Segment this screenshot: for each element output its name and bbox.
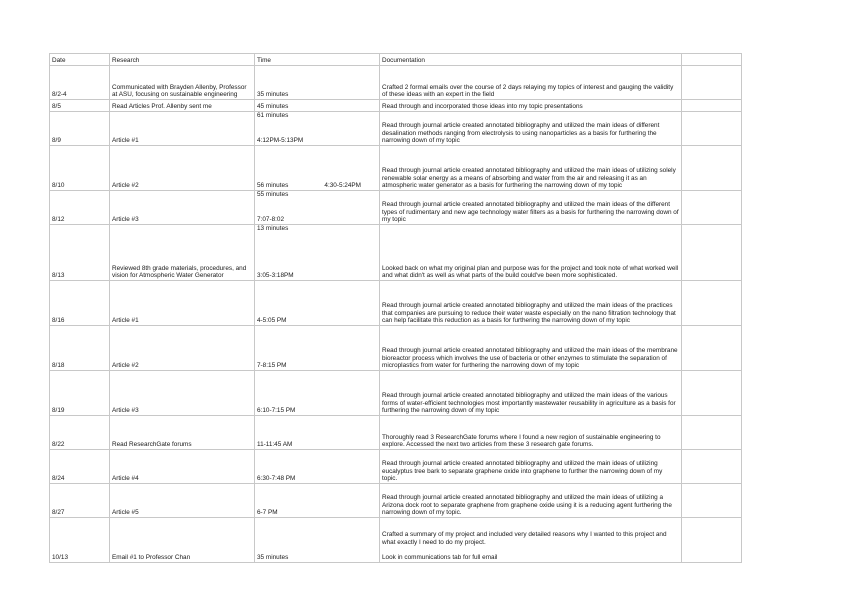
- time-line: [257, 475, 377, 483]
- log-row: [50, 100, 742, 112]
- time-wrap: [255, 371, 379, 415]
- log-row: [50, 518, 742, 563]
- research-cell: Article #3: [110, 191, 255, 225]
- time-cell: [255, 484, 380, 518]
- research-cell: Article #2: [110, 326, 255, 371]
- log-row: [50, 450, 742, 484]
- documentation-cell: Crafted a summary of my project and included very detailed reasons why I wanted to this project and what exactly I need to do my project. Look in communications tab for full email: [380, 518, 682, 563]
- time-value: 35 minutes: [257, 91, 289, 99]
- empty-cell: [682, 191, 742, 225]
- time-duration-top: 13 minutes: [257, 225, 289, 232]
- time-line: [257, 91, 377, 99]
- time-value: 3:05-3:18PM: [257, 272, 294, 280]
- time-wrap: [255, 225, 379, 280]
- date-cell: 8/2-4: [50, 66, 110, 100]
- date-cell: 10/13: [50, 518, 110, 563]
- time-value: 45 minutes: [257, 103, 289, 111]
- date-cell: 8/22: [50, 416, 110, 450]
- time-value: 4-5:05 PM: [257, 317, 287, 325]
- empty-cell: [682, 225, 742, 281]
- time-duration-top: 61 minutes: [257, 112, 289, 119]
- documentation-cell: Read through journal article created annotated bibliography and utilized the main ideas of the membrane bioreactor process which involves the use of bacteria or other enzymes to stimulate the separation of microplastics from water for furthering the narrowing down of my topic: [380, 326, 682, 371]
- empty-cell: [682, 112, 742, 146]
- time-line: [257, 216, 377, 224]
- documentation-cell: Read through journal article created annotated bibliography and utilized the main ideas of utilizing a Arizona dock root to separate graphene from graphene oxide using it is a reducing agent furthering the narrowing down of my topic.: [380, 484, 682, 518]
- time-line: [257, 103, 377, 111]
- time-value: 7-8:15 PM: [257, 362, 287, 370]
- time-wrap: [255, 416, 379, 449]
- time-range-extra: 4:30-5:24PM: [324, 182, 361, 190]
- time-cell: [255, 225, 380, 281]
- research-cell: Reviewed 8th grade materials, procedures, and vision for Atmospheric Water Generator: [110, 225, 255, 281]
- time-wrap: [255, 518, 379, 562]
- log-row: [50, 225, 742, 281]
- time-cell: [255, 371, 380, 416]
- date-cell: 8/9: [50, 112, 110, 146]
- log-row: [50, 484, 742, 518]
- time-value: 4:12PM-5:13PM: [257, 137, 304, 145]
- time-line: [257, 317, 377, 325]
- log-row: [50, 326, 742, 371]
- time-line: [257, 137, 377, 145]
- research-cell: Read Articles Prof. Allenby sent me: [110, 100, 255, 112]
- empty-cell: [682, 450, 742, 484]
- time-wrap: [255, 450, 379, 483]
- research-cell: Article #3: [110, 371, 255, 416]
- documentation-cell: Read through journal article created annotated bibliography and utilized the main ideas of utilizing solely renewable solar energy as a means of absorbing and water from the air and releasing it as an atmospheric water generator as a basis for furthering the narrowing down of my topic: [380, 146, 682, 191]
- time-cell: [255, 191, 380, 225]
- time-wrap: [255, 66, 379, 99]
- documentation-cell: Crafted 2 formal emails over the course of 2 days relaying my topics of interest and gauging the validity of these ideas with an expert in the field: [380, 66, 682, 100]
- header-research: Research: [110, 54, 255, 66]
- empty-cell: [682, 518, 742, 563]
- time-value: 35 minutes: [257, 554, 289, 562]
- empty-cell: [682, 54, 742, 66]
- date-cell: 8/13: [50, 225, 110, 281]
- date-cell: 8/18: [50, 326, 110, 371]
- date-cell: 8/10: [50, 146, 110, 191]
- time-wrap: [255, 112, 379, 145]
- empty-cell: [682, 146, 742, 191]
- time-line: [257, 554, 377, 562]
- time-value: 6:10-7:15 PM: [257, 407, 296, 415]
- documentation-cell: Read through journal article created annotated bibliography and utilized the main ideas of utilizing eucalyptus tree bark to separate graphene oxide into graphene to further the narrowing down of my topic.: [380, 450, 682, 484]
- date-cell: 8/16: [50, 281, 110, 326]
- empty-cell: [682, 326, 742, 371]
- time-line: [257, 441, 377, 449]
- time-line: [257, 272, 377, 280]
- time-cell: [255, 112, 380, 146]
- date-cell: 8/19: [50, 371, 110, 416]
- time-value: 11-11:45 AM: [257, 441, 293, 449]
- research-cell: Article #1: [110, 281, 255, 326]
- time-value: 56 minutes: [257, 182, 289, 190]
- header-date: Date: [50, 54, 110, 66]
- time-cell: [255, 450, 380, 484]
- date-cell: 8/12: [50, 191, 110, 225]
- time-line: [257, 509, 377, 517]
- log-row: [50, 281, 742, 326]
- time-line: [257, 407, 377, 415]
- time-wrap: [255, 484, 379, 517]
- date-cell: 8/27: [50, 484, 110, 518]
- time-wrap: [255, 326, 379, 370]
- header-time: Time: [255, 54, 380, 66]
- empty-cell: [682, 66, 742, 100]
- research-cell: Article #5: [110, 484, 255, 518]
- time-line: [257, 182, 377, 190]
- research-cell: Email #1 to Professor Chan: [110, 518, 255, 563]
- documentation-cell: Looked back on what my original plan and purpose was for the project and took note of what worked well and what didn't as well as what parts of the build could've been more sophisticated.: [380, 225, 682, 281]
- log-row: [50, 146, 742, 191]
- research-cell: Article #4: [110, 450, 255, 484]
- time-wrap: [255, 191, 379, 224]
- empty-cell: [682, 484, 742, 518]
- time-line: [257, 362, 377, 370]
- research-cell: Read ResearchGate forums: [110, 416, 255, 450]
- log-row: [50, 191, 742, 225]
- time-wrap: [255, 100, 379, 111]
- time-duration-top: 55 minutes: [257, 191, 289, 198]
- empty-cell: [682, 371, 742, 416]
- research-log-table: [49, 53, 742, 563]
- time-value: 7:07-8:02: [257, 216, 285, 224]
- header-row: [50, 54, 742, 66]
- log-row: [50, 371, 742, 416]
- time-cell: [255, 416, 380, 450]
- documentation-cell: Read through and incorporated those ideas into my topic presentations: [380, 100, 682, 112]
- log-row: [50, 112, 742, 146]
- research-cell: Article #2: [110, 146, 255, 191]
- documentation-cell: Read through journal article created annotated bibliography and utilized the main ideas of different desalination methods ranging from electrolysis to using nanoparticles as a basis for furthering the narrowing down of my topic: [380, 112, 682, 146]
- header-documentation: Documentation: [380, 54, 682, 66]
- time-cell: [255, 281, 380, 326]
- log-row: [50, 416, 742, 450]
- time-cell: [255, 518, 380, 563]
- documentation-cell: Read through journal article created annotated bibliography and utilized the main ideas of the different types of rudimentary and new age technology water filters as a basis for furthering the narrowing down of my topic: [380, 191, 682, 225]
- empty-cell: [682, 100, 742, 112]
- time-cell: [255, 100, 380, 112]
- documentation-cell: Read through journal article created annotated bibliography and utilized the main ideas of the various forms of water-efficient technologies most importantly wastewater reusability in agriculture as a basis for furthering the narrowing down of my topic: [380, 371, 682, 416]
- time-cell: [255, 66, 380, 100]
- time-value: 6-7 PM: [257, 509, 278, 517]
- research-cell: Article #1: [110, 112, 255, 146]
- date-cell: 8/5: [50, 100, 110, 112]
- documentation-cell: Read through journal article created annotated bibliography and utilized the main ideas of the practices that companies are pursuing to reduce their water waste especially on the nano filtration technology that can help facilitate this reduction as a basis for furthering the narrowing down of my topic: [380, 281, 682, 326]
- time-wrap: [255, 146, 379, 190]
- research-cell: Communicated with Brayden Allenby, Professor at ASU, focusing on sustainable engineering: [110, 66, 255, 100]
- time-value: 6:30-7:48 PM: [257, 475, 296, 483]
- log-row: [50, 66, 742, 100]
- time-cell: [255, 146, 380, 191]
- empty-cell: [682, 281, 742, 326]
- date-cell: 8/24: [50, 450, 110, 484]
- time-cell: [255, 326, 380, 371]
- time-wrap: [255, 281, 379, 325]
- empty-cell: [682, 416, 742, 450]
- documentation-cell: Thoroughly read 3 ResearchGate forums where I found a new region of sustainable engineering to explore. Accessed the next two articles from these 3 research gate forums.: [380, 416, 682, 450]
